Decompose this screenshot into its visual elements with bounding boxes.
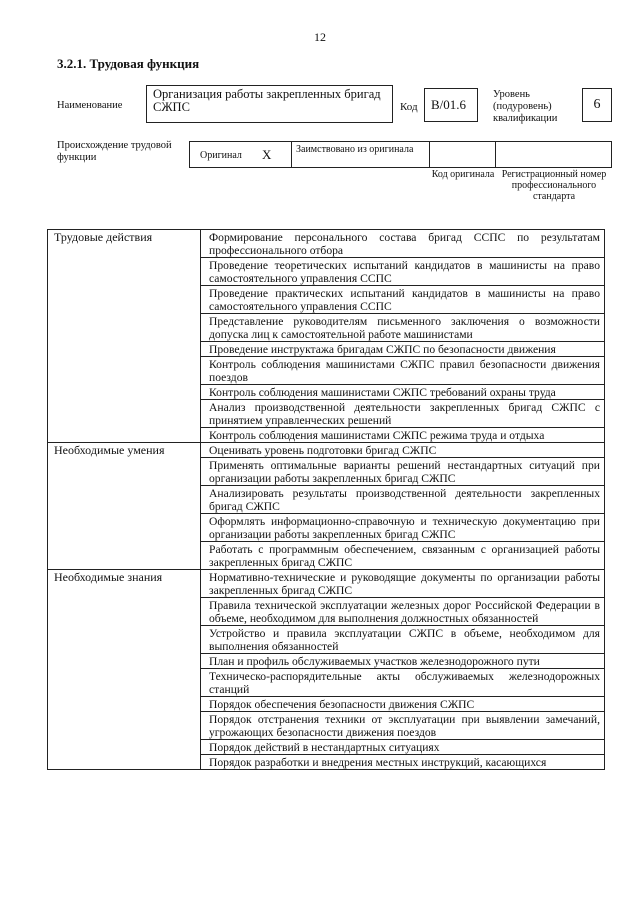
code-label: Код: [400, 101, 418, 113]
function-details-table: [47, 229, 605, 770]
list-item: Порядок разработки и внедрения местных инструкций, касающихся: [201, 755, 605, 770]
list-item: Техническо-распорядительные акты обслуживаемых железнодорожных станций: [201, 669, 605, 697]
list-item: Устройство и правила эксплуатации СЖПС в объеме, необходимом для выполнения обязанностей: [201, 626, 605, 654]
section-title-skills: Необходимые умения: [48, 443, 201, 570]
reg-number-label: Регистрационный номер профессионального стандарта: [501, 169, 607, 202]
list-item: Оформлять информационно-справочную и техническую документацию при организации работы закрепленных бригад СЖПС: [201, 514, 605, 542]
original-label: Оригинал: [200, 150, 242, 161]
code-value-box: [424, 88, 478, 122]
borrowed-cell: [291, 141, 430, 168]
origin-label: Происхождение трудовой функции: [57, 140, 172, 163]
section-heading: 3.2.1. Трудовая функция: [57, 56, 200, 71]
list-item: Порядок обеспечения безопасности движения СЖПС: [201, 697, 605, 712]
function-name-box: [146, 85, 393, 123]
original-mark: X: [262, 147, 272, 162]
list-item: Порядок действий в нестандартных ситуациях: [201, 740, 605, 755]
level-value: 6: [593, 97, 601, 112]
list-item: Проведение инструктажа бригадам СЖПС по безопасности движения: [201, 342, 605, 357]
list-item: Применять оптимальные варианты решений нестандартных ситуаций при организации работы закрепленных бригад СЖПС: [201, 458, 605, 486]
page-number: 12: [314, 30, 326, 44]
table-row: [48, 443, 605, 458]
code-original-cell: [429, 141, 496, 168]
list-item: Контроль соблюдения машинистами СЖПС требований охраны труда: [201, 385, 605, 400]
level-label: Уровень (подуровень) квалификации: [493, 89, 558, 124]
list-item: Анализ производственной деятельности закрепленных бригад СЖПС с принятием управленческих решений: [201, 400, 605, 428]
section-title-actions: Трудовые действия: [48, 230, 201, 443]
list-item: Анализировать результаты производственной деятельности закрепленных бригад СЖПС: [201, 486, 605, 514]
name-label: Наименование: [57, 100, 123, 111]
list-item: Порядок отстранения техники от эксплуатации при выявлении замечаний, угрожающих безопасности движения поездов: [201, 712, 605, 740]
list-item: Формирование персонального состава бригад ССПС по результатам профессионального отбора: [201, 230, 605, 258]
list-item: Контроль соблюдения машинистами СЖПС правил безопасности движения поездов: [201, 357, 605, 385]
list-item: План и профиль обслуживаемых участков железнодорожного пути: [201, 654, 605, 669]
list-item: Проведение теоретических испытаний кандидатов в машинисты на право самостоятельного управления ССПС: [201, 258, 605, 286]
list-item: Нормативно-технические и руководящие документы по организации работы закрепленных бригад СЖПС: [201, 570, 605, 598]
original-cell: [189, 141, 292, 168]
list-item: Работать с программным обеспечением, связанным с организацией работы закрепленных бригад СЖПС: [201, 542, 605, 570]
list-item: Контроль соблюдения машинистами СЖПС режима труда и отдыха: [201, 428, 605, 443]
list-item: Оценивать уровень подготовки бригад СЖПС: [201, 443, 605, 458]
code-original-label: Код оригинала: [431, 169, 495, 180]
list-item: Правила технической эксплуатации железных дорог Российской Федерации в объеме, необходимом для выполнения должностных обязанностей: [201, 598, 605, 626]
level-value-box: [582, 88, 612, 122]
list-item: Представление руководителям письменного заключения о возможности допуска лиц к самостоятельной работе машинистами: [201, 314, 605, 342]
reg-number-cell: [495, 141, 612, 168]
table-row: [48, 230, 605, 258]
list-item: Проведение практических испытаний кандидатов в машинисты на право самостоятельного управления ССПС: [201, 286, 605, 314]
function-name: Организация работы закрепленных бригад СЖПС: [153, 87, 381, 114]
borrowed-label: Заимствовано из оригинала: [296, 144, 414, 155]
table-row: [48, 570, 605, 598]
code-value: B/01.6: [431, 97, 467, 112]
section-title-knowledge: Необходимые знания: [48, 570, 201, 770]
